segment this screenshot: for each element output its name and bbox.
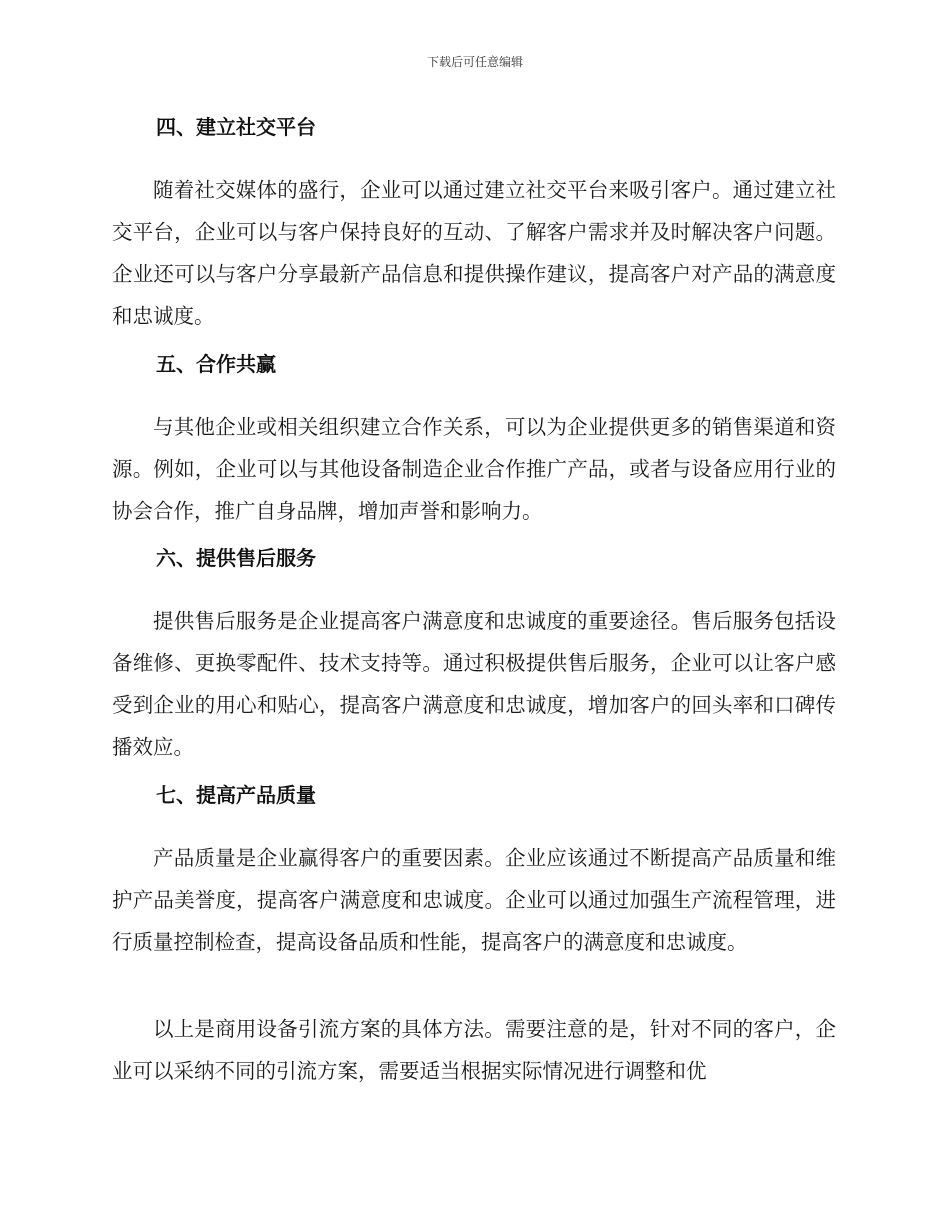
page-header: 下载后可任意编辑: [426, 55, 523, 69]
section-social-platform: [112, 113, 836, 337]
section-paragraph: 提供售后服务是企业提高客户满意度和忠诚度的重要途径。售后服务包括设备维修、更换零配件、技术支持等。通过积极提供售后服务，企业可以让客户感受到企业的用心和贴心，提高客户满意度和忠诚度，增加客户的回头率和口碑传播效应。: [112, 609, 836, 759]
section-heading: 六、提供售后服务: [156, 546, 316, 570]
section-heading: 五、合作共赢: [156, 352, 276, 376]
section-paragraph: 与其他企业或相关组织建立合作关系，可以为企业提供更多的销售渠道和资源。例如，企业可以与其他设备制造企业合作推广产品，或者与设备应用行业的协会合作，推广自身品牌，增加声誉和影响力。: [112, 415, 836, 523]
section-paragraph: 产品质量是企业赢得客户的重要因素。企业应该通过不断提高产品质量和维护产品美誉度，提高客户满意度和忠诚度。企业可以通过加强生产流程管理，进行质量控制检查，提高设备品质和性能，提高客户的满意度和忠诚度。: [112, 846, 836, 954]
closing-paragraph: 以上是商用设备引流方案的具体方法。需要注意的是，针对不同的客户，企业可以采纳不同的引流方案，需要适当根据实际情况进行调整和优: [112, 1017, 836, 1083]
section-after-sales: [112, 544, 836, 768]
section-paragraph: 随着社交媒体的盛行，企业可以通过建立社交平台来吸引客户。通过建立社交平台，企业可以与客户保持良好的互动、了解客户需求并及时解决客户问题。企业还可以与客户分享最新产品信息和提供操作建议，提高客户对产品的满意度和忠诚度。: [112, 178, 836, 328]
section-product-quality: [112, 781, 836, 963]
section-heading: 七、提高产品质量: [156, 783, 316, 807]
section-heading: 四、建立社交平台: [156, 115, 316, 139]
closing-section: [112, 1008, 836, 1092]
section-cooperation: [112, 350, 836, 532]
